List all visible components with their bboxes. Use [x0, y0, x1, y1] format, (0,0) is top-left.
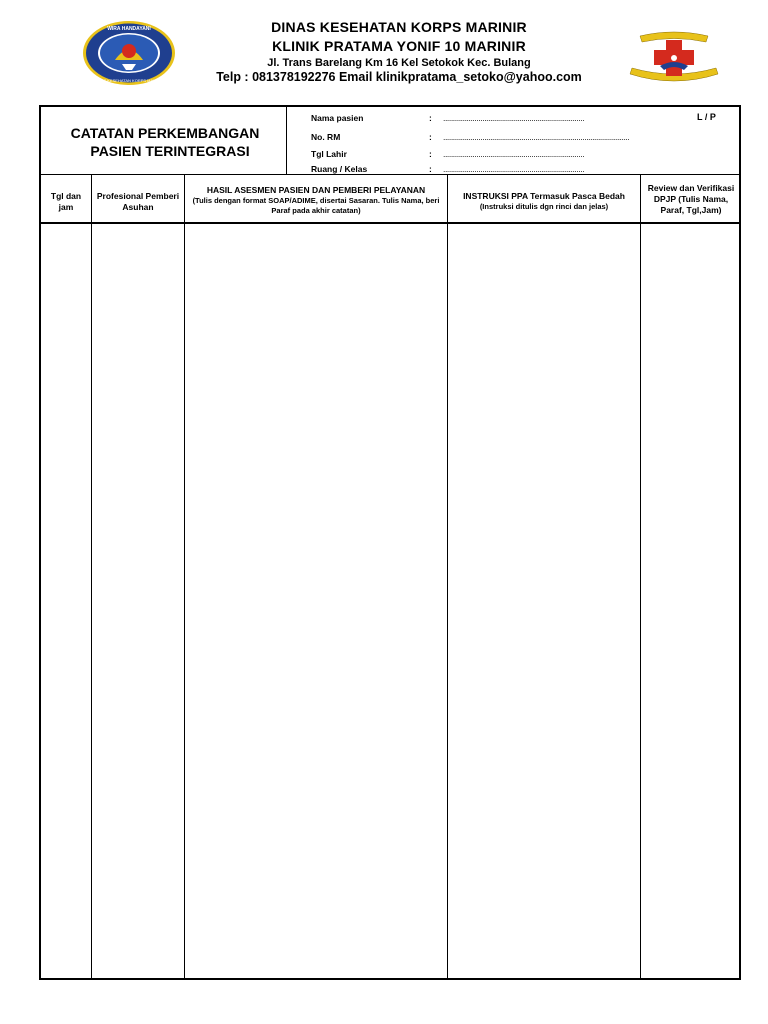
- dob-label: Tgl Lahir: [311, 149, 347, 159]
- gender-field[interactable]: L / P: [697, 112, 716, 122]
- entry-area-review[interactable]: [641, 224, 739, 978]
- patient-name-label: Nama pasien: [311, 113, 364, 123]
- form-title-line2: PASIEN TERINTEGRASI: [90, 143, 250, 159]
- colon: :: [429, 164, 432, 174]
- entry-area-assessment[interactable]: [185, 224, 447, 978]
- room-label: Ruang / Kelas: [311, 164, 368, 174]
- integrated-progress-form: [39, 105, 741, 980]
- assessment-note: (Tulis dengan format SOAP/ADIME, disertai Sasaran. Tulis Nama, beri Paraf pada akhir catatan): [192, 196, 440, 215]
- colon: :: [429, 132, 432, 142]
- form-title-line1: CATATAN PERKEMBANGAN: [70, 125, 260, 141]
- form-title: [41, 124, 289, 160]
- assessment-title: HASIL ASESMEN PASIEN DAN PEMBERI PELAYANAN: [206, 185, 426, 195]
- letterhead: [0, 0, 768, 100]
- entry-area-professional[interactable]: [92, 224, 184, 978]
- letterhead-clinic: KLINIK PRATAMA YONIF 10 MARINIR: [272, 38, 526, 54]
- red-cross-emblem-icon: [626, 30, 722, 86]
- colon: :: [429, 113, 432, 123]
- letterhead-contact: Telp : 081378192276 Email klinikpratama_setoko@yahoo.com: [216, 70, 582, 84]
- letterhead-address: Jl. Trans Barelang Km 16 Kel Setokok Kec. Bulang: [267, 57, 531, 69]
- logo-ring-bottom: DINAS KESEHATAN KORPS MARINIR: [93, 78, 165, 83]
- col-header-date: Tgl dan jam: [50, 191, 82, 212]
- colon: :: [429, 149, 432, 159]
- col-header-instructions: [451, 191, 637, 212]
- col-header-assessment: [187, 185, 445, 216]
- instructions-title: INSTRUKSI PPA Termasuk Pasca Bedah: [463, 191, 625, 201]
- col-header-professional: Profesional Pemberi Asuhan: [96, 191, 180, 212]
- letterhead-agency: DINAS KESEHATAN KORPS MARINIR: [271, 19, 527, 35]
- dob-field[interactable]: ........................................................................: [443, 149, 585, 159]
- col-header-review: Review dan Verifikasi DPJP (Tulis Nama, Paraf, Tgl,Jam): [647, 183, 735, 215]
- instructions-note: (Instruksi ditulis dgn rinci dan jelas): [479, 202, 609, 211]
- rm-field[interactable]: ...............................................................................................: [443, 132, 630, 142]
- patient-name-field[interactable]: ........................................................................: [443, 113, 585, 123]
- entry-area-instructions[interactable]: [448, 224, 640, 978]
- entry-area-date[interactable]: [41, 224, 91, 978]
- room-field[interactable]: ........................................................................: [443, 164, 585, 174]
- logo-ring-text: WIRA HANDAYANI: [107, 26, 151, 32]
- rm-label: No. RM: [311, 132, 341, 142]
